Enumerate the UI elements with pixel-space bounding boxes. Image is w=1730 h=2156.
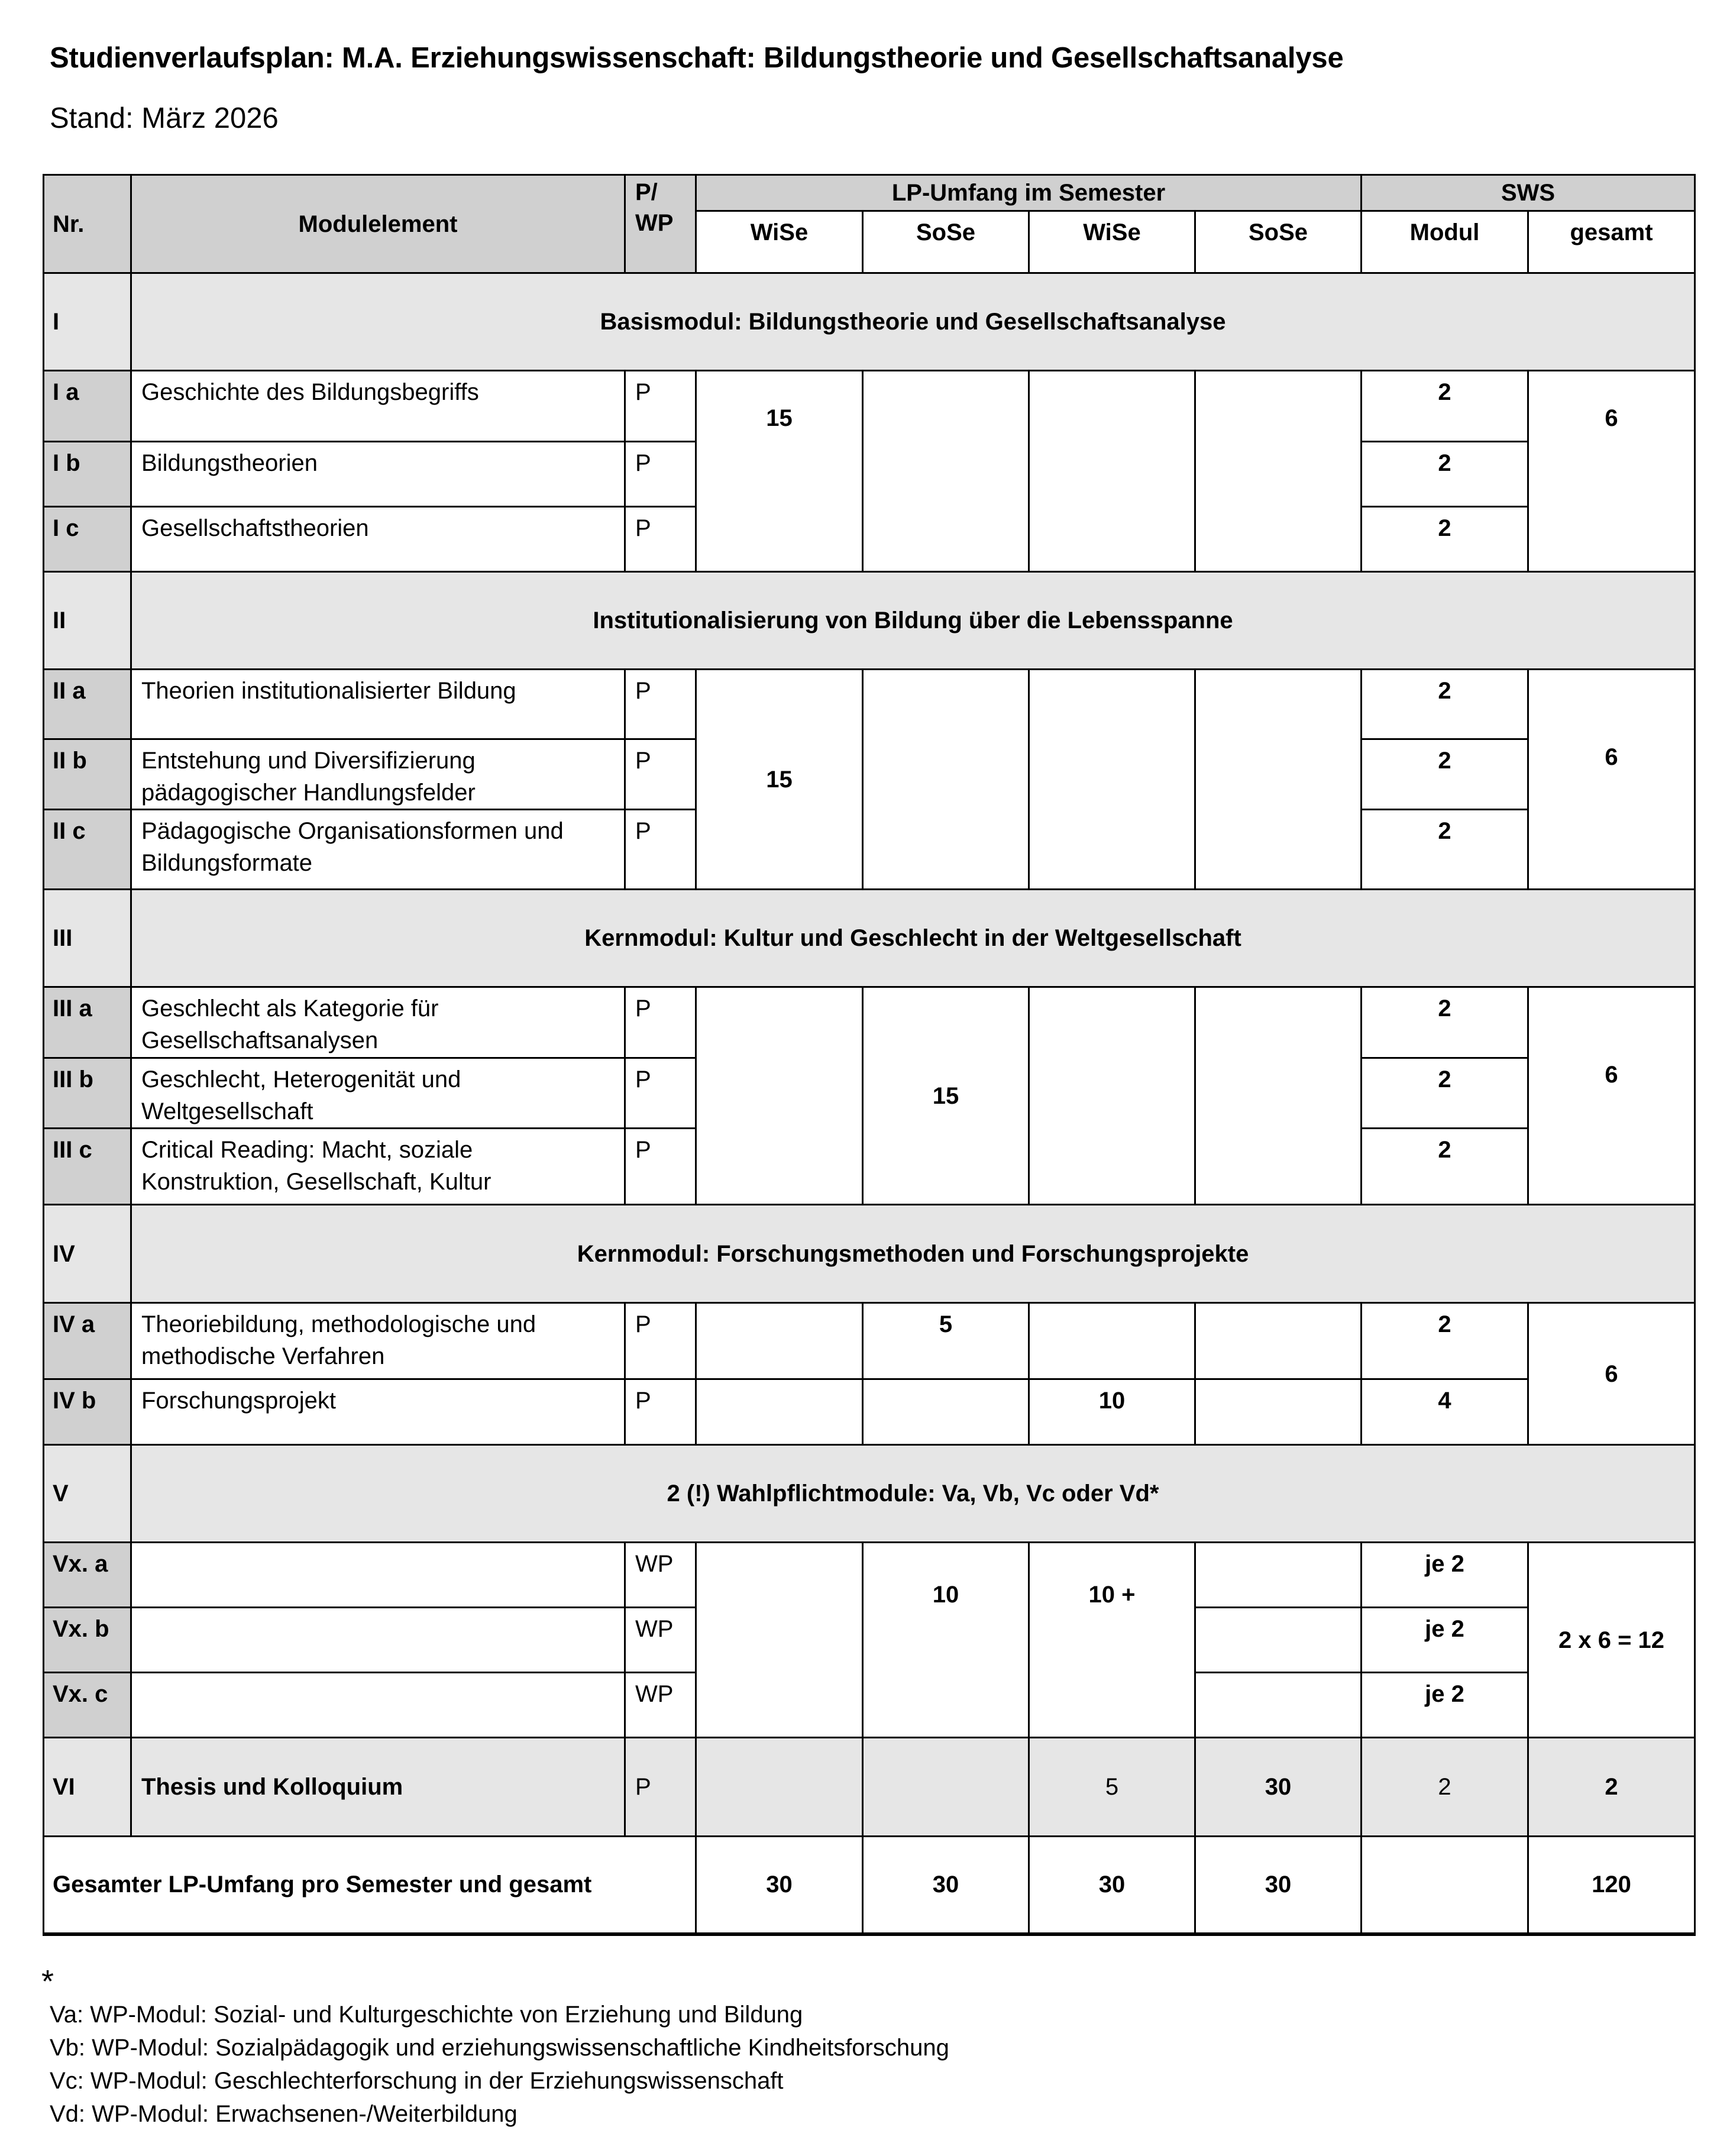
section-title: Kernmodul: Kultur und Geschlecht in der Weltgesellschaft [131, 890, 1695, 987]
row-modulelement [131, 1608, 625, 1673]
row-p-wp: P [625, 987, 696, 1058]
lp-wise-2 [1029, 371, 1195, 572]
table-row [44, 371, 1695, 442]
lp-sose-1: 15 [863, 987, 1029, 1205]
total-sws-modul [1362, 1837, 1528, 1934]
col-header-p-wp [625, 175, 696, 273]
lp-wise-1: 15 [696, 670, 863, 890]
section-nr: V [44, 1445, 131, 1543]
row-modulelement: Theoriebildung, methodologische und methodische Verfahren [131, 1303, 625, 1379]
row-modulelement: Thesis und Kolloquium [131, 1738, 625, 1837]
lp-wise-2: 10 + [1029, 1543, 1195, 1738]
row-modulelement [131, 1673, 625, 1738]
row-modulelement: Entstehung und Diversifizierung pädagogischer Handlungsfelder [131, 739, 625, 810]
sws-gesamt: 6 [1528, 670, 1695, 890]
sws-modul: je 2 [1362, 1608, 1528, 1673]
row-p-wp: WP [625, 1543, 696, 1608]
row-p-wp: WP [625, 1608, 696, 1673]
sws-gesamt: 6 [1528, 371, 1695, 572]
sws-gesamt: 6 [1528, 1303, 1695, 1445]
col-header-lp-umfang: LP-Umfang im Semester [696, 175, 1362, 211]
row-modulelement: Bildungstheorien [131, 442, 625, 507]
lp-sose-2 [1195, 1673, 1362, 1738]
lp-sose-1 [863, 670, 1029, 890]
section-nr: II [44, 572, 131, 670]
sws-gesamt: 6 [1528, 987, 1695, 1205]
sws-modul: 2 [1362, 739, 1528, 810]
footnote [41, 1964, 949, 2131]
col-header-sws-modul: Modul [1362, 211, 1528, 273]
lp-sose-2 [1195, 1303, 1362, 1379]
document-date: Stand: März 2026 [50, 102, 279, 134]
row-nr: I b [44, 442, 131, 507]
lp-wise-1: 15 [696, 371, 863, 572]
total-sws-gesamt: 120 [1528, 1837, 1695, 1934]
row-modulelement: Geschlecht als Kategorie für Gesellschaftsanalysen [131, 987, 625, 1058]
document-title: Studienverlaufsplan: M.A. Erziehungswissenschaft: Bildungstheorie und Gesellschaftsanalyse [50, 42, 1344, 74]
lp-wise-1 [696, 1379, 863, 1445]
row-p-wp: P [625, 371, 696, 442]
row-p-wp: P [625, 442, 696, 507]
col-header-sose-1: SoSe [863, 211, 1029, 273]
row-p-wp: P [625, 1129, 696, 1205]
section-title: 2 (!) Wahlpflichtmodule: Va, Vb, Vc oder Vd* [131, 1445, 1695, 1543]
row-nr: III c [44, 1129, 131, 1205]
col-header-nr: Nr. [44, 175, 131, 273]
lp-sose-1: 5 [863, 1303, 1029, 1379]
col-header-wise-2: WiSe [1029, 211, 1195, 273]
section-title: Kernmodul: Forschungsmethoden und Forschungsprojekte [131, 1205, 1695, 1303]
row-p-wp: P [625, 507, 696, 572]
sws-modul: 2 [1362, 442, 1528, 507]
sws-modul: 2 [1362, 810, 1528, 890]
section-title: Institutionalisierung von Bildung über die Lebensspanne [131, 572, 1695, 670]
footnote-line: Va: WP-Modul: Sozial- und Kulturgeschichte von Erziehung und Bildung [50, 2002, 803, 2028]
table-row [44, 1379, 1695, 1445]
lp-sose-2 [1195, 987, 1362, 1205]
lp-wise-2 [1029, 670, 1195, 890]
lp-sose-1 [863, 371, 1029, 572]
col-header-modulelement: Modulelement [131, 175, 625, 273]
footnote-line: Vd: WP-Modul: Erwachsenen-/Weiterbildung [50, 2101, 518, 2127]
section-nr: IV [44, 1205, 131, 1303]
row-nr: II b [44, 739, 131, 810]
lp-sose-1 [863, 1738, 1029, 1837]
row-modulelement: Forschungsprojekt [131, 1379, 625, 1445]
row-nr: II c [44, 810, 131, 890]
lp-sose-2 [1195, 1543, 1362, 1608]
lp-sose-2 [1195, 371, 1362, 572]
row-p-wp: P [625, 1303, 696, 1379]
lp-wise-2: 5 [1029, 1738, 1195, 1837]
row-modulelement: Pädagogische Organisationsformen und Bildungsformate [131, 810, 625, 890]
footnote-marker: * [41, 1964, 54, 1999]
sws-modul: 2 [1362, 1058, 1528, 1129]
p-wp-label: P/ WP [635, 179, 674, 236]
row-p-wp: WP [625, 1673, 696, 1738]
sws-modul: 4 [1362, 1379, 1528, 1445]
row-modulelement: Gesellschaftstheorien [131, 507, 625, 572]
table-row [44, 1303, 1695, 1379]
total-row [44, 1837, 1695, 1934]
sws-modul: 2 [1362, 670, 1528, 739]
row-nr: III a [44, 987, 131, 1058]
section-nr: I [44, 273, 131, 371]
section-row [44, 1205, 1695, 1303]
section-row [44, 572, 1695, 670]
lp-sose-2 [1195, 670, 1362, 890]
total-sose-2: 30 [1195, 1837, 1362, 1934]
section-row [44, 273, 1695, 371]
row-nr: I c [44, 507, 131, 572]
section-nr: III [44, 890, 131, 987]
footnote-line: Vb: WP-Modul: Sozialpädagogik und erziehungswissenschaftliche Kindheitsforschung [50, 2035, 949, 2061]
total-wise-1: 30 [696, 1837, 863, 1934]
row-nr: Vx. a [44, 1543, 131, 1608]
row-nr: IV a [44, 1303, 131, 1379]
row-nr: I a [44, 371, 131, 442]
row-nr: IV b [44, 1379, 131, 1445]
row-modulelement: Geschichte des Bildungsbegriffs [131, 371, 625, 442]
sws-modul: 2 [1362, 1303, 1528, 1379]
row-modulelement [131, 1543, 625, 1608]
lp-sose-2 [1195, 1608, 1362, 1673]
sws-gesamt: 2 x 6 = 12 [1528, 1543, 1695, 1738]
row-modulelement: Critical Reading: Macht, soziale Konstruktion, Gesellschaft, Kultur [131, 1129, 625, 1205]
row-nr: II a [44, 670, 131, 739]
row-p-wp: P [625, 1738, 696, 1837]
sws-modul: je 2 [1362, 1673, 1528, 1738]
study-plan-table [43, 174, 1696, 1936]
lp-sose-1: 10 [863, 1543, 1029, 1738]
lp-wise-1 [696, 1303, 863, 1379]
row-nr: III b [44, 1058, 131, 1129]
sws-modul: 2 [1362, 371, 1528, 442]
lp-sose-2 [1195, 1379, 1362, 1445]
footnote-line: Vc: WP-Modul: Geschlechterforschung in der Erziehungswissenschaft [50, 2068, 784, 2094]
sws-modul: 2 [1362, 1738, 1528, 1837]
lp-wise-1 [696, 1543, 863, 1738]
total-wise-2: 30 [1029, 1837, 1195, 1934]
lp-wise-2: 10 [1029, 1379, 1195, 1445]
sws-modul: 2 [1362, 987, 1528, 1058]
lp-wise-2 [1029, 987, 1195, 1205]
section-row [44, 890, 1695, 987]
row-modulelement: Geschlecht, Heterogenität und Weltgesellschaft [131, 1058, 625, 1129]
sws-modul: 2 [1362, 1129, 1528, 1205]
row-p-wp: P [625, 1379, 696, 1445]
section-title: Basismodul: Bildungstheorie und Gesellschaftsanalyse [131, 273, 1695, 371]
row-p-wp: P [625, 739, 696, 810]
table-row [44, 670, 1695, 739]
row-nr: Vx. c [44, 1673, 131, 1738]
section-row [44, 1445, 1695, 1543]
col-header-sws-gesamt: gesamt [1528, 211, 1695, 273]
table-row [44, 1543, 1695, 1608]
table-row [44, 987, 1695, 1058]
thesis-row [44, 1738, 1695, 1837]
lp-sose-1 [863, 1379, 1029, 1445]
sws-modul: 2 [1362, 507, 1528, 572]
total-sose-1: 30 [863, 1837, 1029, 1934]
row-nr: VI [44, 1738, 131, 1837]
col-header-sws: SWS [1362, 175, 1695, 211]
row-p-wp: P [625, 810, 696, 890]
row-nr: Vx. b [44, 1608, 131, 1673]
row-modulelement: Theorien institutionalisierter Bildung [131, 670, 625, 739]
sws-gesamt: 2 [1528, 1738, 1695, 1837]
row-p-wp: P [625, 1058, 696, 1129]
row-p-wp: P [625, 670, 696, 739]
total-label: Gesamter LP-Umfang pro Semester und gesamt [44, 1837, 696, 1934]
col-header-sose-2: SoSe [1195, 211, 1362, 273]
lp-wise-1 [696, 987, 863, 1205]
lp-wise-2 [1029, 1303, 1195, 1379]
col-header-wise-1: WiSe [696, 211, 863, 273]
lp-wise-1 [696, 1738, 863, 1837]
lp-sose-2: 30 [1195, 1738, 1362, 1837]
sws-modul: je 2 [1362, 1543, 1528, 1608]
